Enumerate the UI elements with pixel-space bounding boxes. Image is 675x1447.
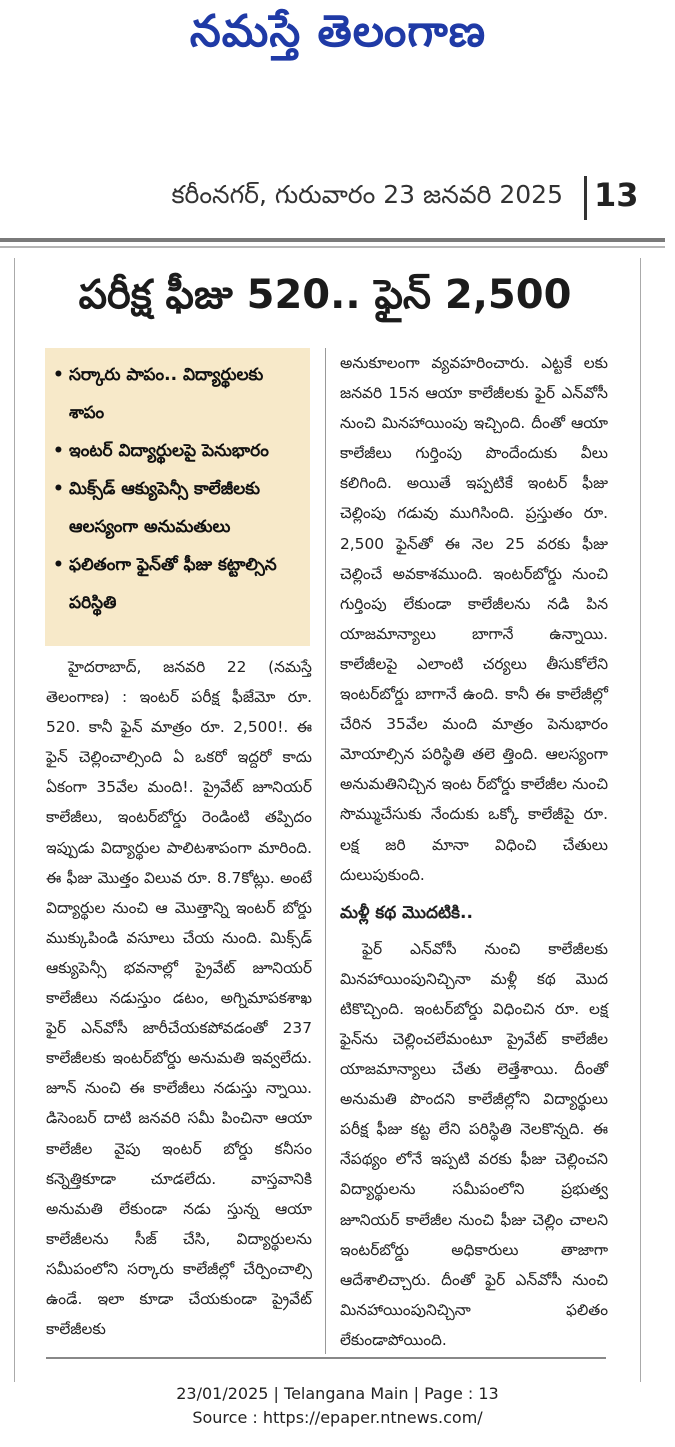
article-subheading: మళ్లీ కథ మొదటికి.. bbox=[340, 902, 473, 923]
article-column-right bbox=[340, 348, 608, 1355]
highlight-item: • ఫలితంగా ఫైన్‌తో ఫీజు కట్టాల్సిన పరిస్థితి bbox=[53, 546, 304, 622]
column-divider bbox=[325, 348, 326, 1354]
article-column-left bbox=[46, 652, 312, 1344]
article-paragraph: హైదరాబాద్, జనవరి 22 (నమస్తే తెలంగాణ) : ఇంటర్ పరీక్ష ఫీజేమో రూ. 520. కానీ ఫైన్ మాత్రం రూ. 2,500!. ఈ ఫైన్ చెల్లించాల్సింది ఏ ఒకరో ఇద్దరో కాదు ఏకంగా 35వేల మంది!. ప్రైవేట్ జూనియర్ కాలేజీలు, ఇంటర్‌బోర్డు రెండింటి తప్పిదం ఇప్పుడు విద్యార్థుల పాలిటశాపంగా మారింది. ఈ ఫీజు మొత్తం విలువ రూ. 8.7కోట్లు. అంటే విద్యార్థుల నుంచి ఆ మొత్తాన్ని ఇంటర్ బోర్డు ముక్కుపిండి వసూలు చేయ నుంది. మిక్స్‌డ్ ఆక్యుపెన్సీ భవనాల్లో ప్రైవేట్ జూనియర్ కాలేజీలు నడుస్తుం డటం, అగ్నిమాపకశాఖ ఫైర్ ఎన్‌వోసీ జారీచేయకపోవడంతో 237 కాలేజీలకు ఇంటర్‌బోర్డు అనుమతి ఇవ్వలేదు. జూన్ నుంచి ఈ కాలేజీలు నడుస్తు న్నాయి. డిసెంబర్ దాటి జనవరి సమీ పించినా ఆయా కాలేజీల వైపు ఇంటర్ బోర్డు కనీసం కన్నెత్తికూడా చూడలేదు. వాస్తవానికి అనుమతి లేకుండా నడు స్తున్న ఆయా కాలేజీలను సీజ్ చేసి, విద్యార్థులను సమీపంలోని సర్కారు కాలేజీల్లో చేర్పించాల్సి ఉండే. ఇలా కూడా చేయకుండా ప్రైవేట్ కాలేజీలకు bbox=[46, 658, 312, 1339]
article-headline: పరీక్ష ఫీజు 520.. ఫైన్ 2,500 bbox=[78, 272, 572, 318]
page-number: 13 bbox=[594, 176, 639, 214]
footer-source-link[interactable]: Source : https://epaper.ntnews.com/ bbox=[192, 1408, 483, 1427]
highlights-box bbox=[45, 348, 310, 646]
dateline: కరీంనగర్, గురువారం 23 జనవరి 2025 bbox=[171, 180, 563, 209]
dateline-divider bbox=[584, 176, 587, 220]
highlight-item: • ఇంటర్ విద్యార్థులపై పెనుభారం bbox=[53, 432, 304, 470]
highlight-item: • సర్కారు పాపం.. విద్యార్థులకు శాపం bbox=[53, 356, 304, 432]
footer-rule bbox=[46, 1357, 606, 1359]
bullet-icon: • bbox=[53, 555, 64, 575]
bullet-icon: • bbox=[53, 479, 64, 499]
newspaper-logo: నమస్తే తెలంగాణ bbox=[189, 6, 487, 57]
header-rule bbox=[0, 238, 665, 242]
article-paragraph: ఫైర్ ఎన్‌వోసీ నుంచి కాలేజీలకు మినహాయింపునిచ్చినా మళ్లీ కథ మొద టికొచ్చింది. ఇంటర్‌బోర్డు విధించిన రూ. లక్ష ఫైన్‌ను చెల్లించలేమంటూ ప్రైవేట్ కాలేజీల యాజమాన్యాలు చేతు లెత్తేశాయి. దీంతో అనుమతి పొందని కాలేజీల్లోని విద్యార్థులు పరీక్ష ఫీజు కట్ట లేని పరిస్థితి నెలకొన్నది. ఈ నేపథ్యం లోనే ఇప్పటి వరకు ఫీజు చెల్లించని విద్యార్థులను సమీపంలోని ప్రభుత్వ జూనియర్ కాలేజీల నుంచి ఫీజు చెల్లిం చాలని ఇంటర్‌బోర్డు అధికారులు తాజాగా ఆదేశాలిచ్చారు. దీంతో ఫైర్ ఎన్‌వోసీ నుంచి మినహాయింపునిచ్చినా ఫలితం లేకుండాపోయింది. bbox=[340, 939, 608, 1349]
masthead bbox=[0, 0, 675, 120]
header-rule-thin bbox=[0, 246, 665, 248]
bullet-icon: • bbox=[53, 365, 64, 385]
article-paragraph: అనుకూలంగా వ్యవహరించారు. ఎట్టకే లకు జనవరి 15న ఆయా కాలేజీలకు ఫైర్ ఎన్‌వోసీ నుంచి మినహాయింపు ఇచ్చింది. దీంతో ఆయా కాలేజీలు గుర్తింపు పొందేందుకు వీలు కలిగింది. అయితే ఇప్పటికే ఇంటర్ ఫీజు చెల్లింపు గడువు ముగిసింది. ప్రస్తుతం రూ. 2,500 ఫైన్‌తో ఈ నెల 25 వరకు ఫీజు చెల్లించే అవకాశముంది. ఇంటర్‌బోర్డు నుంచి గుర్తింపు లేకుండా కాలేజీలను నడి పిన యాజమాన్యాలు బాగానే ఉన్నాయి. కాలేజీలపై ఎలాంటి చర్యలు తీసుకోలేని ఇంటర్‌బోర్డు బాగానే ఉంది. కానీ ఈ కాలేజీల్లో చేరిన 35వేల మంది మాత్రం పెనుభారం మోయాల్సిన పరిస్థితి తలె త్తింది. ఆలస్యంగా అనుమతినిచ్చిన ఇంట ర్‌బోర్డు కాలేజీల నుంచి సొమ్ముచేసుకు నేందుకు ఒక్కో కాలేజీపై రూ. లక్ష జరి మానా విధించి చేతులు దులుపుకుంది. bbox=[340, 354, 608, 884]
highlight-item: • మిక్స్‌డ్ ఆక్యుపెన్సీ కాలేజీలకు ఆలస్యంగా అనుమతులు bbox=[53, 470, 304, 546]
bullet-icon: • bbox=[53, 441, 64, 461]
footer-edition-info: 23/01/2025 | Telangana Main | Page : 13 bbox=[176, 1384, 499, 1403]
